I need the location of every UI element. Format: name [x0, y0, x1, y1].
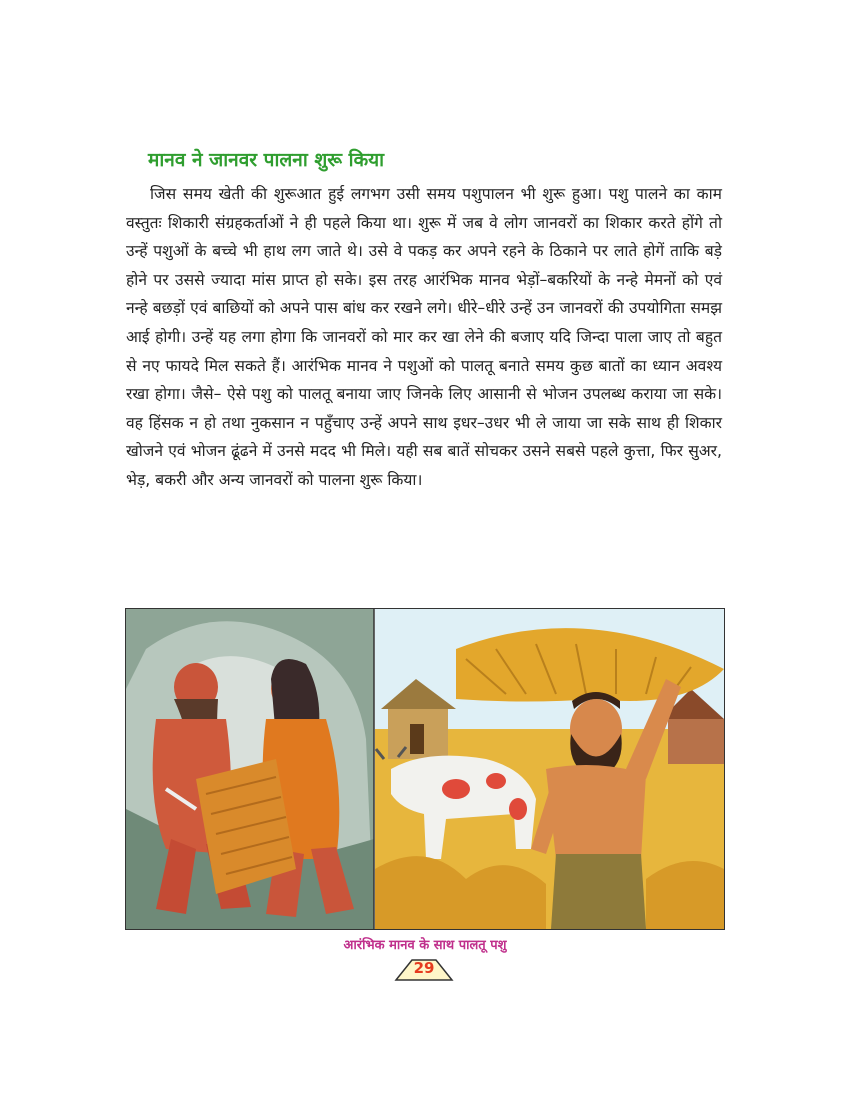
farm-scene-panel [375, 609, 724, 929]
page-number: 29 [413, 959, 435, 977]
illustration-early-humans-with-domestic-animals [125, 608, 725, 930]
cave-scene-panel [126, 609, 374, 929]
section-heading: मानव ने जानवर पालना शुरू किया [148, 149, 385, 171]
page-number-badge [392, 956, 456, 982]
body-paragraph: जिस समय खेती की शुरूआत हुई लगभग उसी समय पशुपालन भी शुरू हुआ। पशु पालने का काम वस्तुतः शिकारी संग्रहकर्ताओं ने ही पहले किया था। शुरू में जब वे लोग जानवरों का शिकार करते होंगे तो उन्हें पशुओं के बच्चे भी हाथ लग जाते थे। उसे वे पकड़ कर अपने रहने के ठिकाने पर लाते होगें ताकि बड़े होने पर उससे ज्यादा मांस प्राप्त हो सके। इस तरह आरंभिक मानव भेड़ों–बकरियों के नन्हे मेमनों को एवं नन्हे बछड़ों एवं बाछियों को अपने पास बांध कर रखने लगे। धीरे–धीरे उन्हें उन जानवरों की उपयोगिता समझ आई होगी। उन्हें यह लगा होगा कि जानवरों को मार कर खा लेने की बजाए यदि जिन्दा पाला जाए तो बहुत से नए फायदे मिल सकते हैं। आरंभिक मानव ने पशुओं को पालतू बनाते समय कुछ बातों का ध्यान अवश्य रखा होगा। जैसे– ऐसे पशु को पालतू बनाया जाए जिनके लिए आसानी से भोजन उपलब्ध कराया जा सके। वह हिंसक न हो तथा नुकसान न पहुँचाए उन्हें अपने साथ इधर–उधर भी ले जाया जा सके साथ ही शिकार खोजने एवं भोजन ढूंढने में उनसे मदद भी मिले। यही सब बातें सोचकर उसने सबसे पहले कुत्ता, फिर सुअर, भेड़, बकरी और अन्य जानवरों को पालना शुरू किया। [126, 185, 722, 489]
figure-caption: आरंभिक मानव के साथ पालतू पशु [343, 938, 507, 953]
